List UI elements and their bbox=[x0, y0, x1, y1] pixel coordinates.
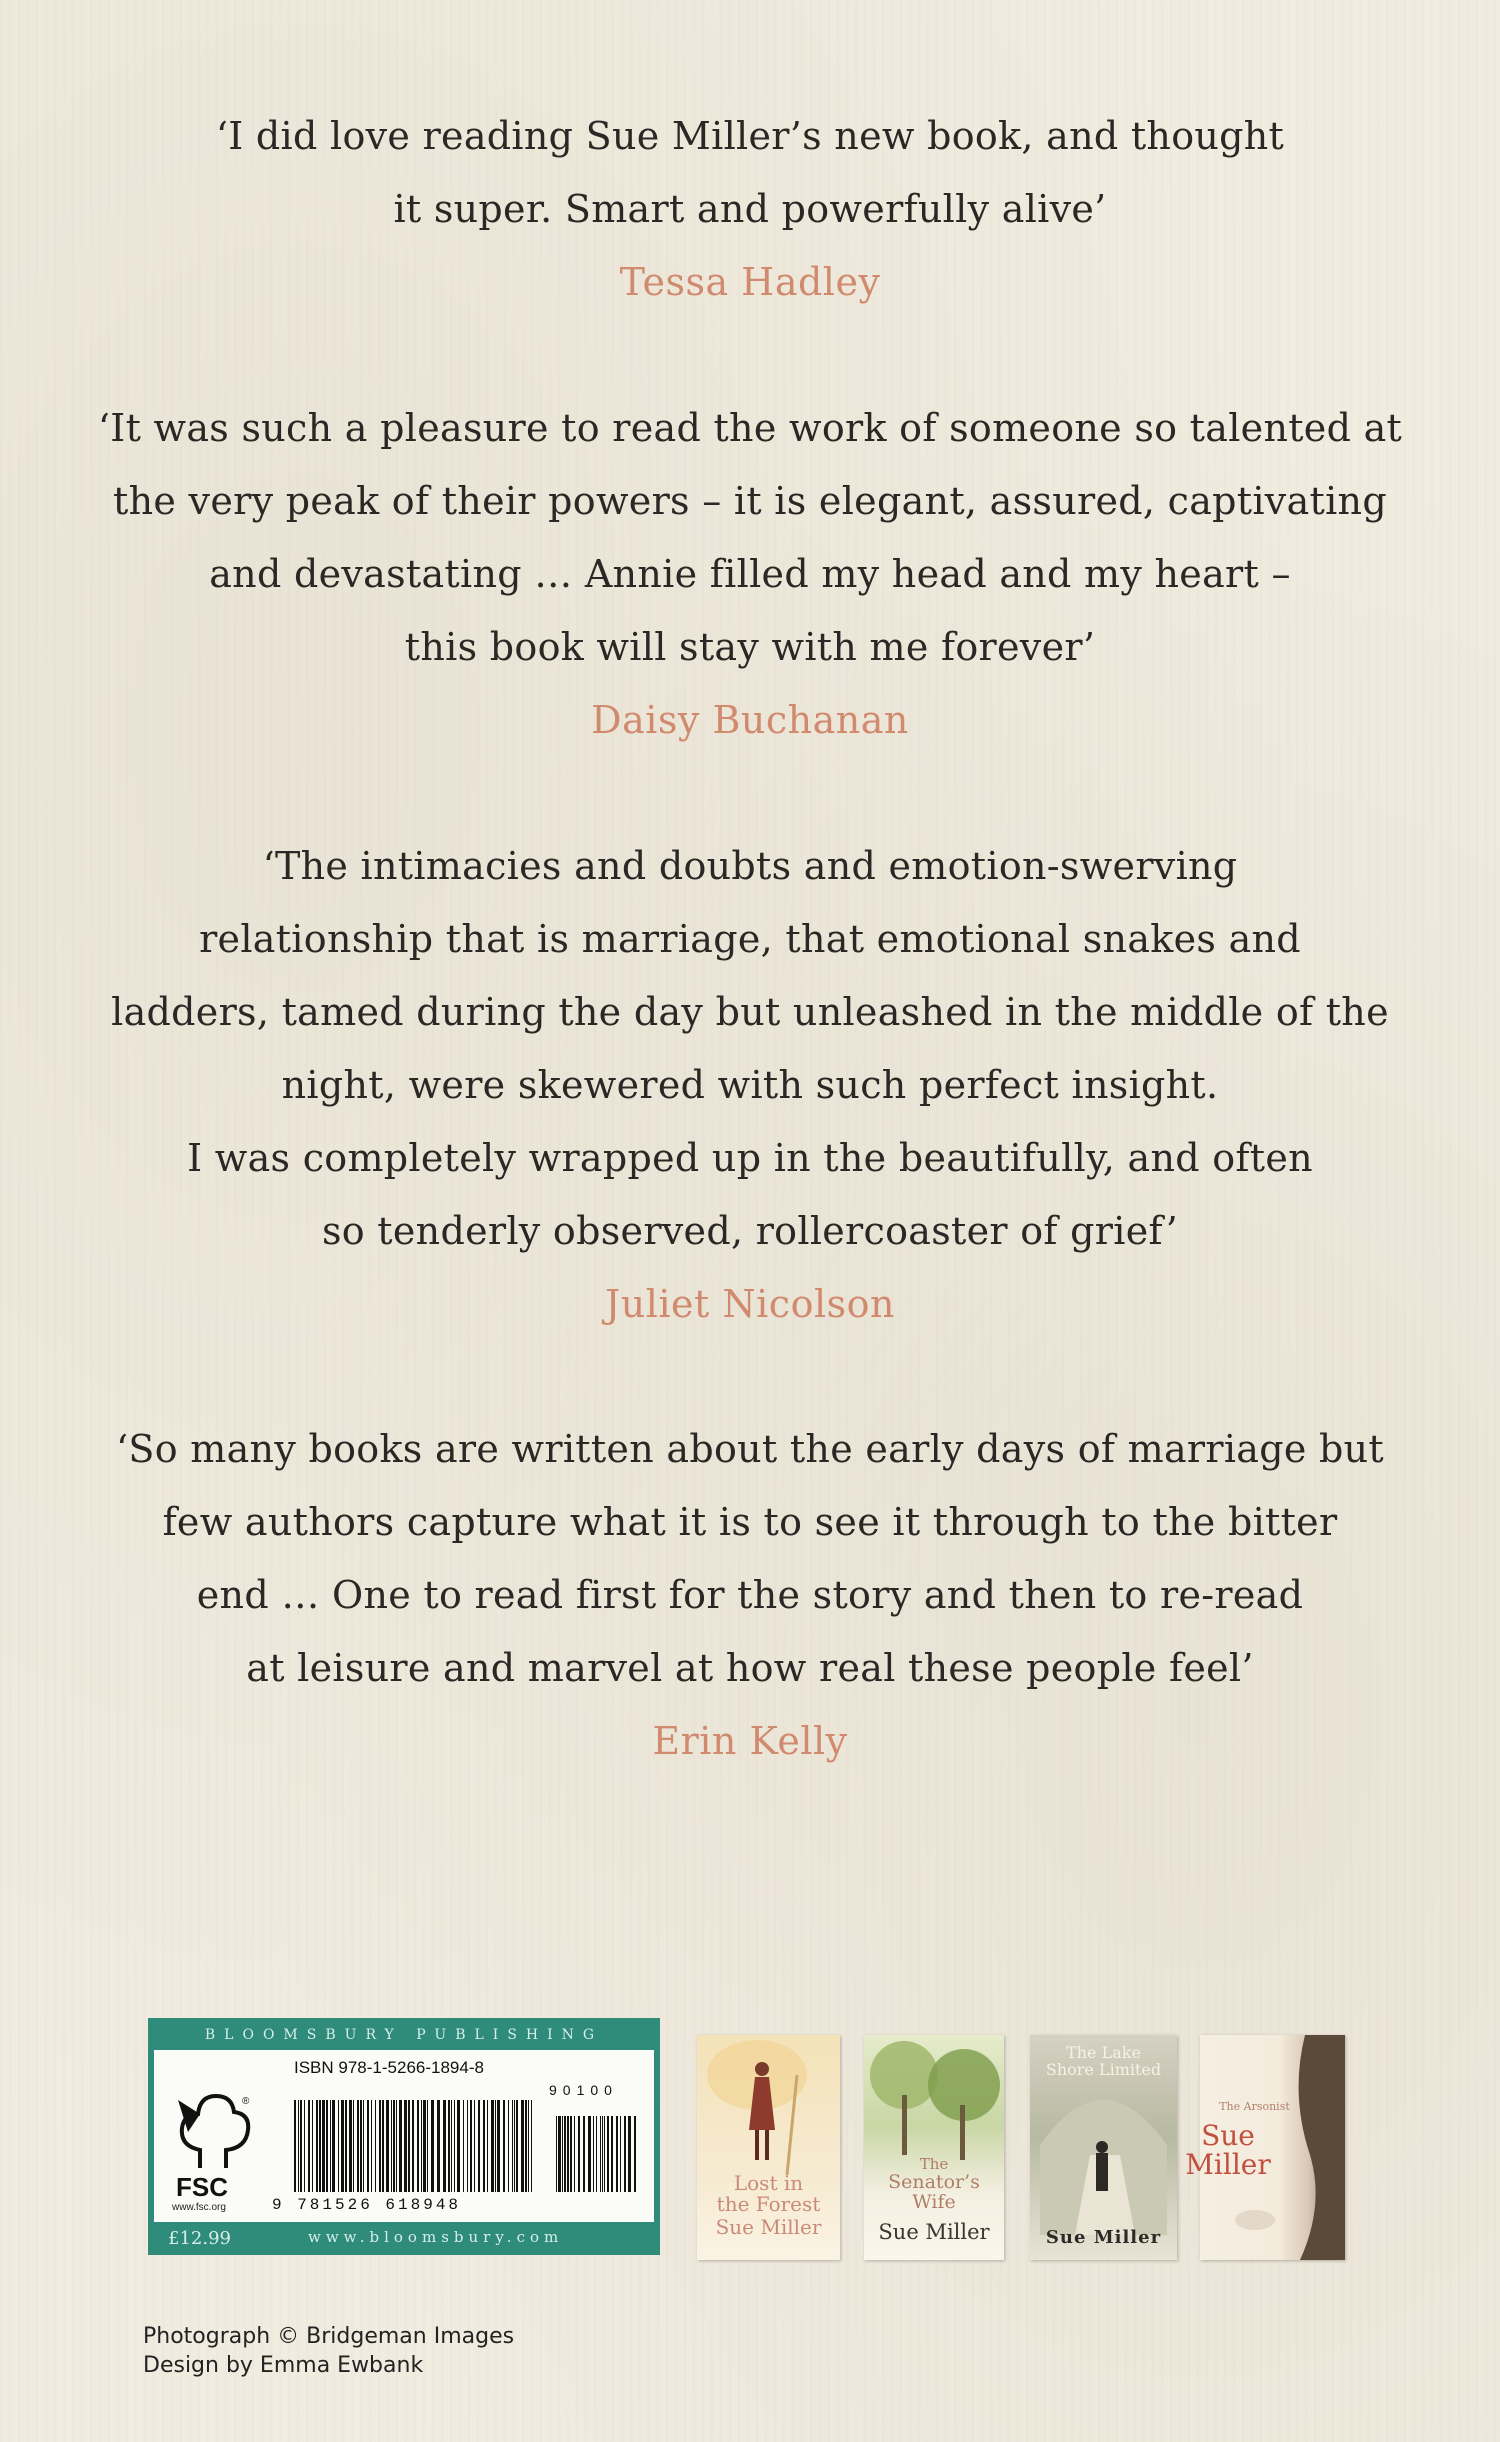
quote-line: relationship that is marriage, that emotional snakes and bbox=[199, 917, 1301, 961]
barcode-panel bbox=[148, 2018, 660, 2255]
quote-tessa-hadley bbox=[0, 100, 1500, 319]
book-title-line: Wife bbox=[912, 2190, 956, 2213]
book-title: The Arsonist bbox=[1219, 2100, 1290, 2113]
book-thumbnail-the-arsonist bbox=[1185, 2035, 1345, 2260]
quote-attribution: Daisy Buchanan bbox=[591, 698, 909, 742]
quote-line: it super. Smart and powerfully alive’ bbox=[393, 187, 1107, 231]
barcode-box bbox=[154, 2050, 654, 2222]
quote-attribution: Juliet Nicolson bbox=[605, 1282, 895, 1326]
quote-daisy-buchanan bbox=[0, 392, 1500, 757]
quote-text bbox=[0, 1413, 1500, 1705]
quote-line: at leisure and marvel at how real these people feel’ bbox=[246, 1646, 1254, 1690]
quote-line: ladders, tamed during the day but unleashed in the middle of the bbox=[111, 990, 1389, 1034]
design-credit: Design by Emma Ewbank bbox=[143, 2353, 424, 2378]
book-thumbnail-lost-in-the-forest bbox=[697, 2035, 840, 2260]
quote-line: I was completely wrapped up in the beautifully, and often bbox=[187, 1136, 1313, 1180]
book-author: Sue Miller bbox=[715, 2215, 822, 2239]
isbn-number: ISBN 978-1-5266-1894-8 bbox=[294, 2058, 484, 2077]
quote-line: the very peak of their powers – it is elegant, assured, captivating bbox=[113, 479, 1387, 523]
book-thumbnail-lake-shore-limited bbox=[1030, 2035, 1177, 2260]
book-title-line: The bbox=[919, 2155, 949, 2173]
quote-juliet-nicolson bbox=[0, 830, 1500, 1341]
publisher-name: BLOOMSBURY PUBLISHING bbox=[204, 2027, 604, 2043]
book-thumbnail-senators-wife bbox=[864, 2035, 1004, 2260]
fsc-label: FSC bbox=[176, 2172, 228, 2202]
quote-line: ‘So many books are written about the early days of marriage but bbox=[115, 1427, 1385, 1471]
quote-line: this book will stay with me forever’ bbox=[404, 625, 1096, 669]
quote-attribution: Erin Kelly bbox=[652, 1719, 848, 1763]
quote-line: end … One to read first for the story and then to re-read bbox=[196, 1573, 1304, 1617]
quote-text bbox=[0, 100, 1500, 246]
website-label: www.bloomsbury.com bbox=[308, 2228, 564, 2246]
book-title-line: Shore Limited bbox=[1045, 2059, 1162, 2079]
quote-line: and devastating … Annie filled my head and my heart – bbox=[209, 552, 1291, 596]
quote-text bbox=[0, 392, 1500, 684]
quote-line: night, were skewered with such perfect insight. bbox=[281, 1063, 1219, 1107]
book-author: Sue Miller bbox=[1185, 2119, 1271, 2182]
barcode-icon bbox=[294, 2100, 639, 2196]
fsc-url: www.fsc.org bbox=[172, 2202, 226, 2213]
price-code: 90100 bbox=[549, 2082, 618, 2098]
book-title bbox=[864, 2157, 1004, 2213]
quote-line: ‘I did love reading Sue Miller’s new book, and thought bbox=[215, 114, 1285, 158]
book-title bbox=[697, 2173, 840, 2215]
quote-attribution: Tessa Hadley bbox=[619, 260, 881, 304]
quote-erin-kelly bbox=[0, 1413, 1500, 1778]
price-label: £12.99 bbox=[168, 2228, 231, 2249]
barcode-digits: 9 781526 618948 bbox=[272, 2196, 462, 2214]
quote-line: ‘It was such a pleasure to read the work of someone so talented at bbox=[97, 406, 1403, 450]
svg-text:®: ® bbox=[242, 2096, 250, 2107]
cover-credits bbox=[143, 2322, 514, 2380]
book-title-line: Senator’s bbox=[888, 2170, 980, 2193]
quote-text bbox=[0, 830, 1500, 1268]
quote-line: so tenderly observed, rollercoaster of grief’ bbox=[321, 1209, 1179, 1253]
quote-line: few authors capture what it is to see it through to the bitter bbox=[162, 1500, 1338, 1544]
photo-credit: Photograph © Bridgeman Images bbox=[143, 2324, 515, 2349]
book-title-line: Lost in bbox=[733, 2171, 804, 2195]
quote-line: ‘The intimacies and doubts and emotion-swerving bbox=[262, 844, 1238, 888]
book-title bbox=[1030, 2045, 1177, 2079]
book-author: Sue Miller bbox=[878, 2220, 990, 2244]
book-title-line: the Forest bbox=[716, 2192, 821, 2216]
book-author: Sue Miller bbox=[1045, 2227, 1162, 2248]
book-title-line: The Lake bbox=[1066, 2043, 1141, 2062]
